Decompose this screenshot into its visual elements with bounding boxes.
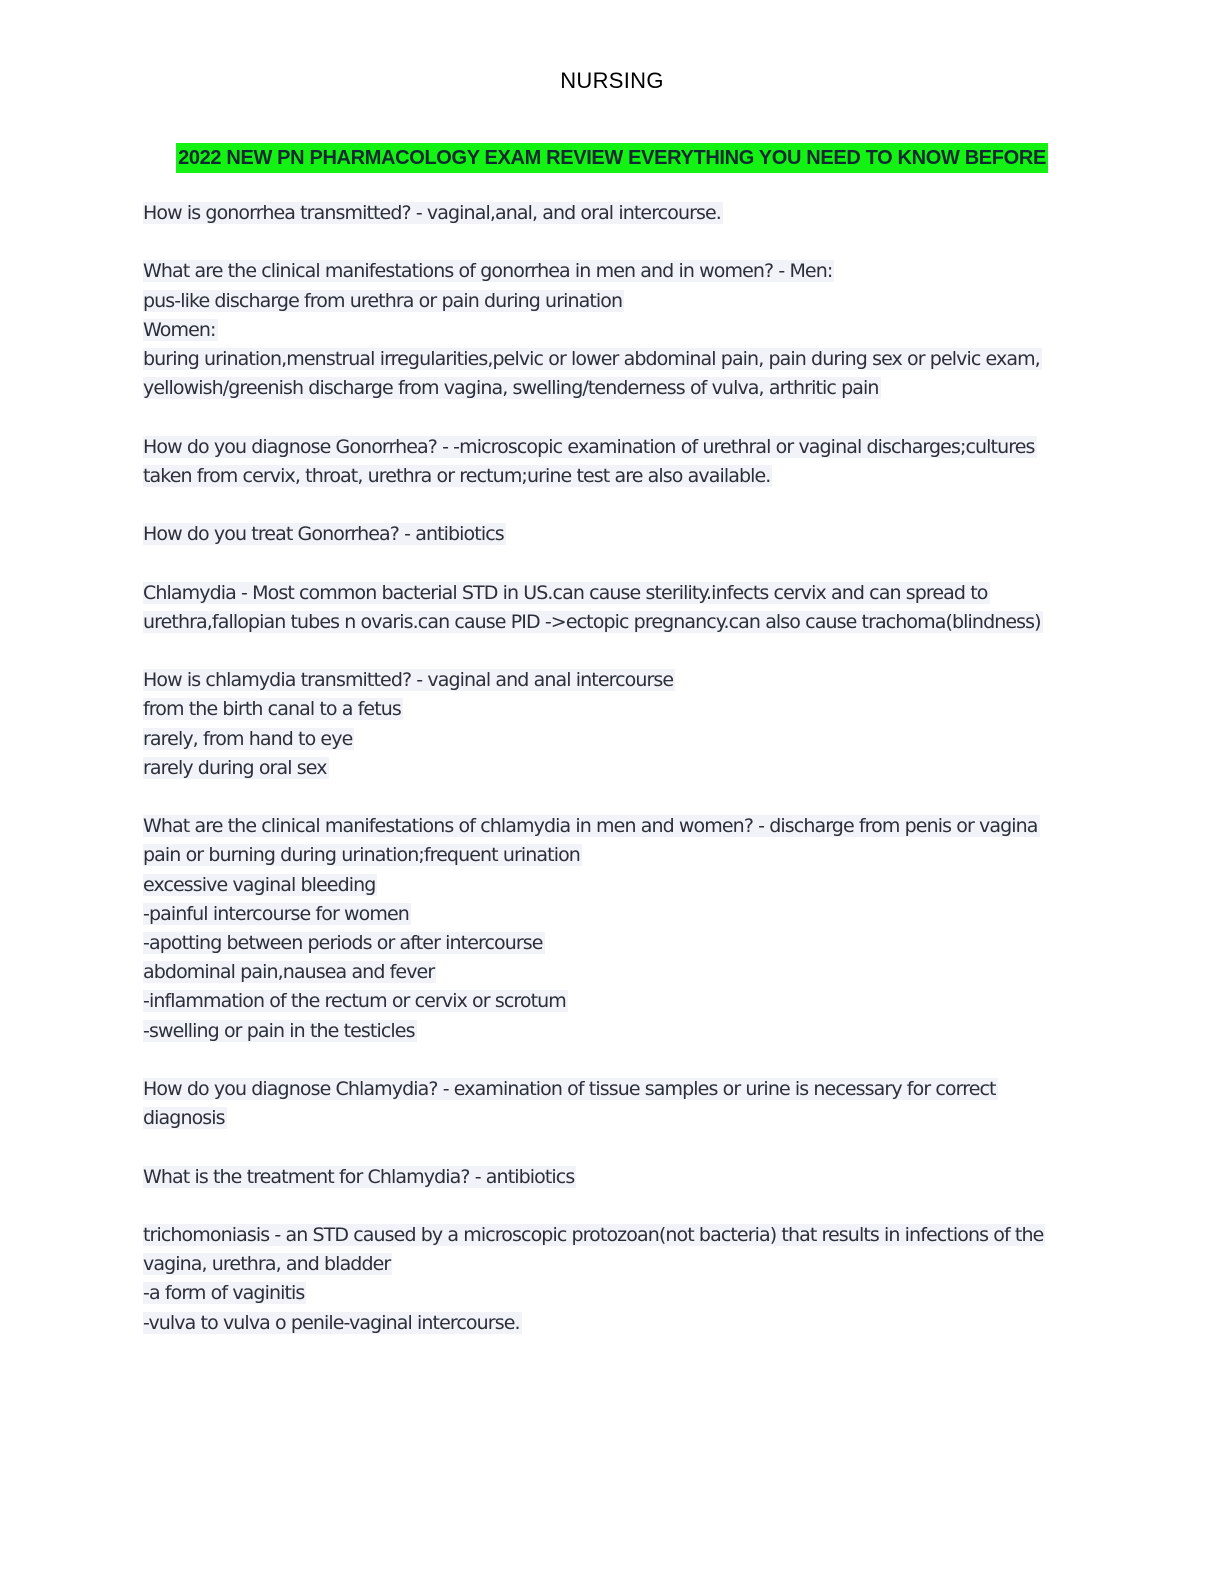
qa-block xyxy=(143,520,1083,549)
qa-block xyxy=(143,812,1083,1046)
text-line xyxy=(143,257,1083,286)
text-line xyxy=(143,1309,1083,1338)
qa-block xyxy=(143,433,1083,491)
highlighted-text: pain or burning during urination;frequent urination xyxy=(143,844,580,867)
text-line xyxy=(143,345,1083,403)
text-line xyxy=(143,287,1083,316)
text-line xyxy=(143,900,1083,929)
highlighted-text: What is the treatment for Chlamydia? - antibiotics xyxy=(143,1165,575,1188)
text-line xyxy=(143,520,1083,549)
text-line xyxy=(143,754,1083,783)
highlighted-text: What are the clinical manifestations of gonorrhea in men and in women? - Men: xyxy=(143,260,833,283)
highlighted-text: -swelling or pain in the testicles xyxy=(143,1019,415,1042)
highlighted-text: Women: xyxy=(143,318,216,341)
qa-block xyxy=(143,199,1083,228)
highlighted-text: trichomoniasis - an STD caused by a microscopic protozoan(not bacteria) that results in infections of the vagina, urethra, and bladder xyxy=(143,1223,1044,1276)
highlighted-text: How is chlamydia transmitted? - vaginal and anal intercourse xyxy=(143,669,674,692)
text-line xyxy=(143,579,1083,637)
highlighted-text: -apotting between periods or after intercourse xyxy=(143,931,543,954)
text-line xyxy=(143,695,1083,724)
qa-block xyxy=(143,1221,1083,1338)
text-line xyxy=(143,1221,1083,1279)
highlighted-text: How do you treat Gonorrhea? - antibiotics xyxy=(143,523,504,546)
text-line xyxy=(143,841,1083,870)
highlighted-text: buring urination,menstrual irregularities,pelvic or lower abdominal pain, pain during sex or pelvic exam, yellowish/greenish discharge from vagina, swelling/tenderness of vulva, arthritic pain xyxy=(143,348,1040,400)
highlighted-text: How do you diagnose Chlamydia? - examination of tissue samples or urine is necessary for correct diagnosis xyxy=(143,1077,996,1130)
qa-block xyxy=(143,257,1083,403)
qa-block xyxy=(143,666,1083,783)
highlighted-text: How do you diagnose Gonorrhea? - -microscopic examination of urethral or vaginal discharges;cultures taken from cervix, throat, urethra or rectum;urine test are also available. xyxy=(143,435,1035,487)
text-line xyxy=(143,199,1083,228)
qa-block xyxy=(143,579,1083,637)
highlighted-text: abdominal pain,nausea and fever xyxy=(143,961,435,984)
page-header: NURSING xyxy=(560,68,664,93)
text-line xyxy=(143,1017,1083,1046)
document-title: 2022 NEW PN PHARMACOLOGY EXAM REVIEW EVERYTHING YOU NEED TO KNOW BEFORE xyxy=(176,143,1048,173)
highlighted-text: excessive vaginal bleeding xyxy=(143,873,376,896)
qa-block xyxy=(143,1163,1083,1192)
highlighted-text: -vulva to vulva o penile-vaginal intercourse. xyxy=(143,1311,520,1334)
text-line xyxy=(143,316,1083,345)
title-container xyxy=(0,143,1224,173)
document-body xyxy=(143,199,1083,1367)
highlighted-text: -a form of vaginitis xyxy=(143,1282,305,1305)
text-line xyxy=(143,929,1083,958)
text-line xyxy=(143,958,1083,987)
text-line xyxy=(143,812,1083,841)
text-line xyxy=(143,725,1083,754)
highlighted-text: How is gonorrhea transmitted? - vaginal,anal, and oral intercourse. xyxy=(143,202,721,224)
highlighted-text: from the birth canal to a fetus xyxy=(143,698,401,721)
highlighted-text: pus-like discharge from urethra or pain during urination xyxy=(143,289,623,312)
highlighted-text: rarely, from hand to eye xyxy=(143,727,353,750)
text-line xyxy=(143,666,1083,695)
highlighted-text: Chlamydia - Most common bacterial STD in US.can cause sterility.infects cervix and can spread to urethra,fallopian tubes n ovaris.can cause PID ->ectopic pregnancy.can also cause trachoma(blindness) xyxy=(143,581,1041,633)
text-line xyxy=(143,1075,1083,1133)
text-line xyxy=(143,1279,1083,1308)
highlighted-text: -inflammation of the rectum or cervix or scrotum xyxy=(143,990,566,1013)
highlighted-text: -painful intercourse for women xyxy=(143,902,409,925)
text-line xyxy=(143,433,1083,491)
text-line xyxy=(143,987,1083,1016)
text-line xyxy=(143,1163,1083,1192)
qa-block xyxy=(143,1075,1083,1133)
highlighted-text: What are the clinical manifestations of chlamydia in men and women? - discharge from penis or vagina xyxy=(143,815,1038,838)
text-line xyxy=(143,871,1083,900)
highlighted-text: rarely during oral sex xyxy=(143,756,327,779)
